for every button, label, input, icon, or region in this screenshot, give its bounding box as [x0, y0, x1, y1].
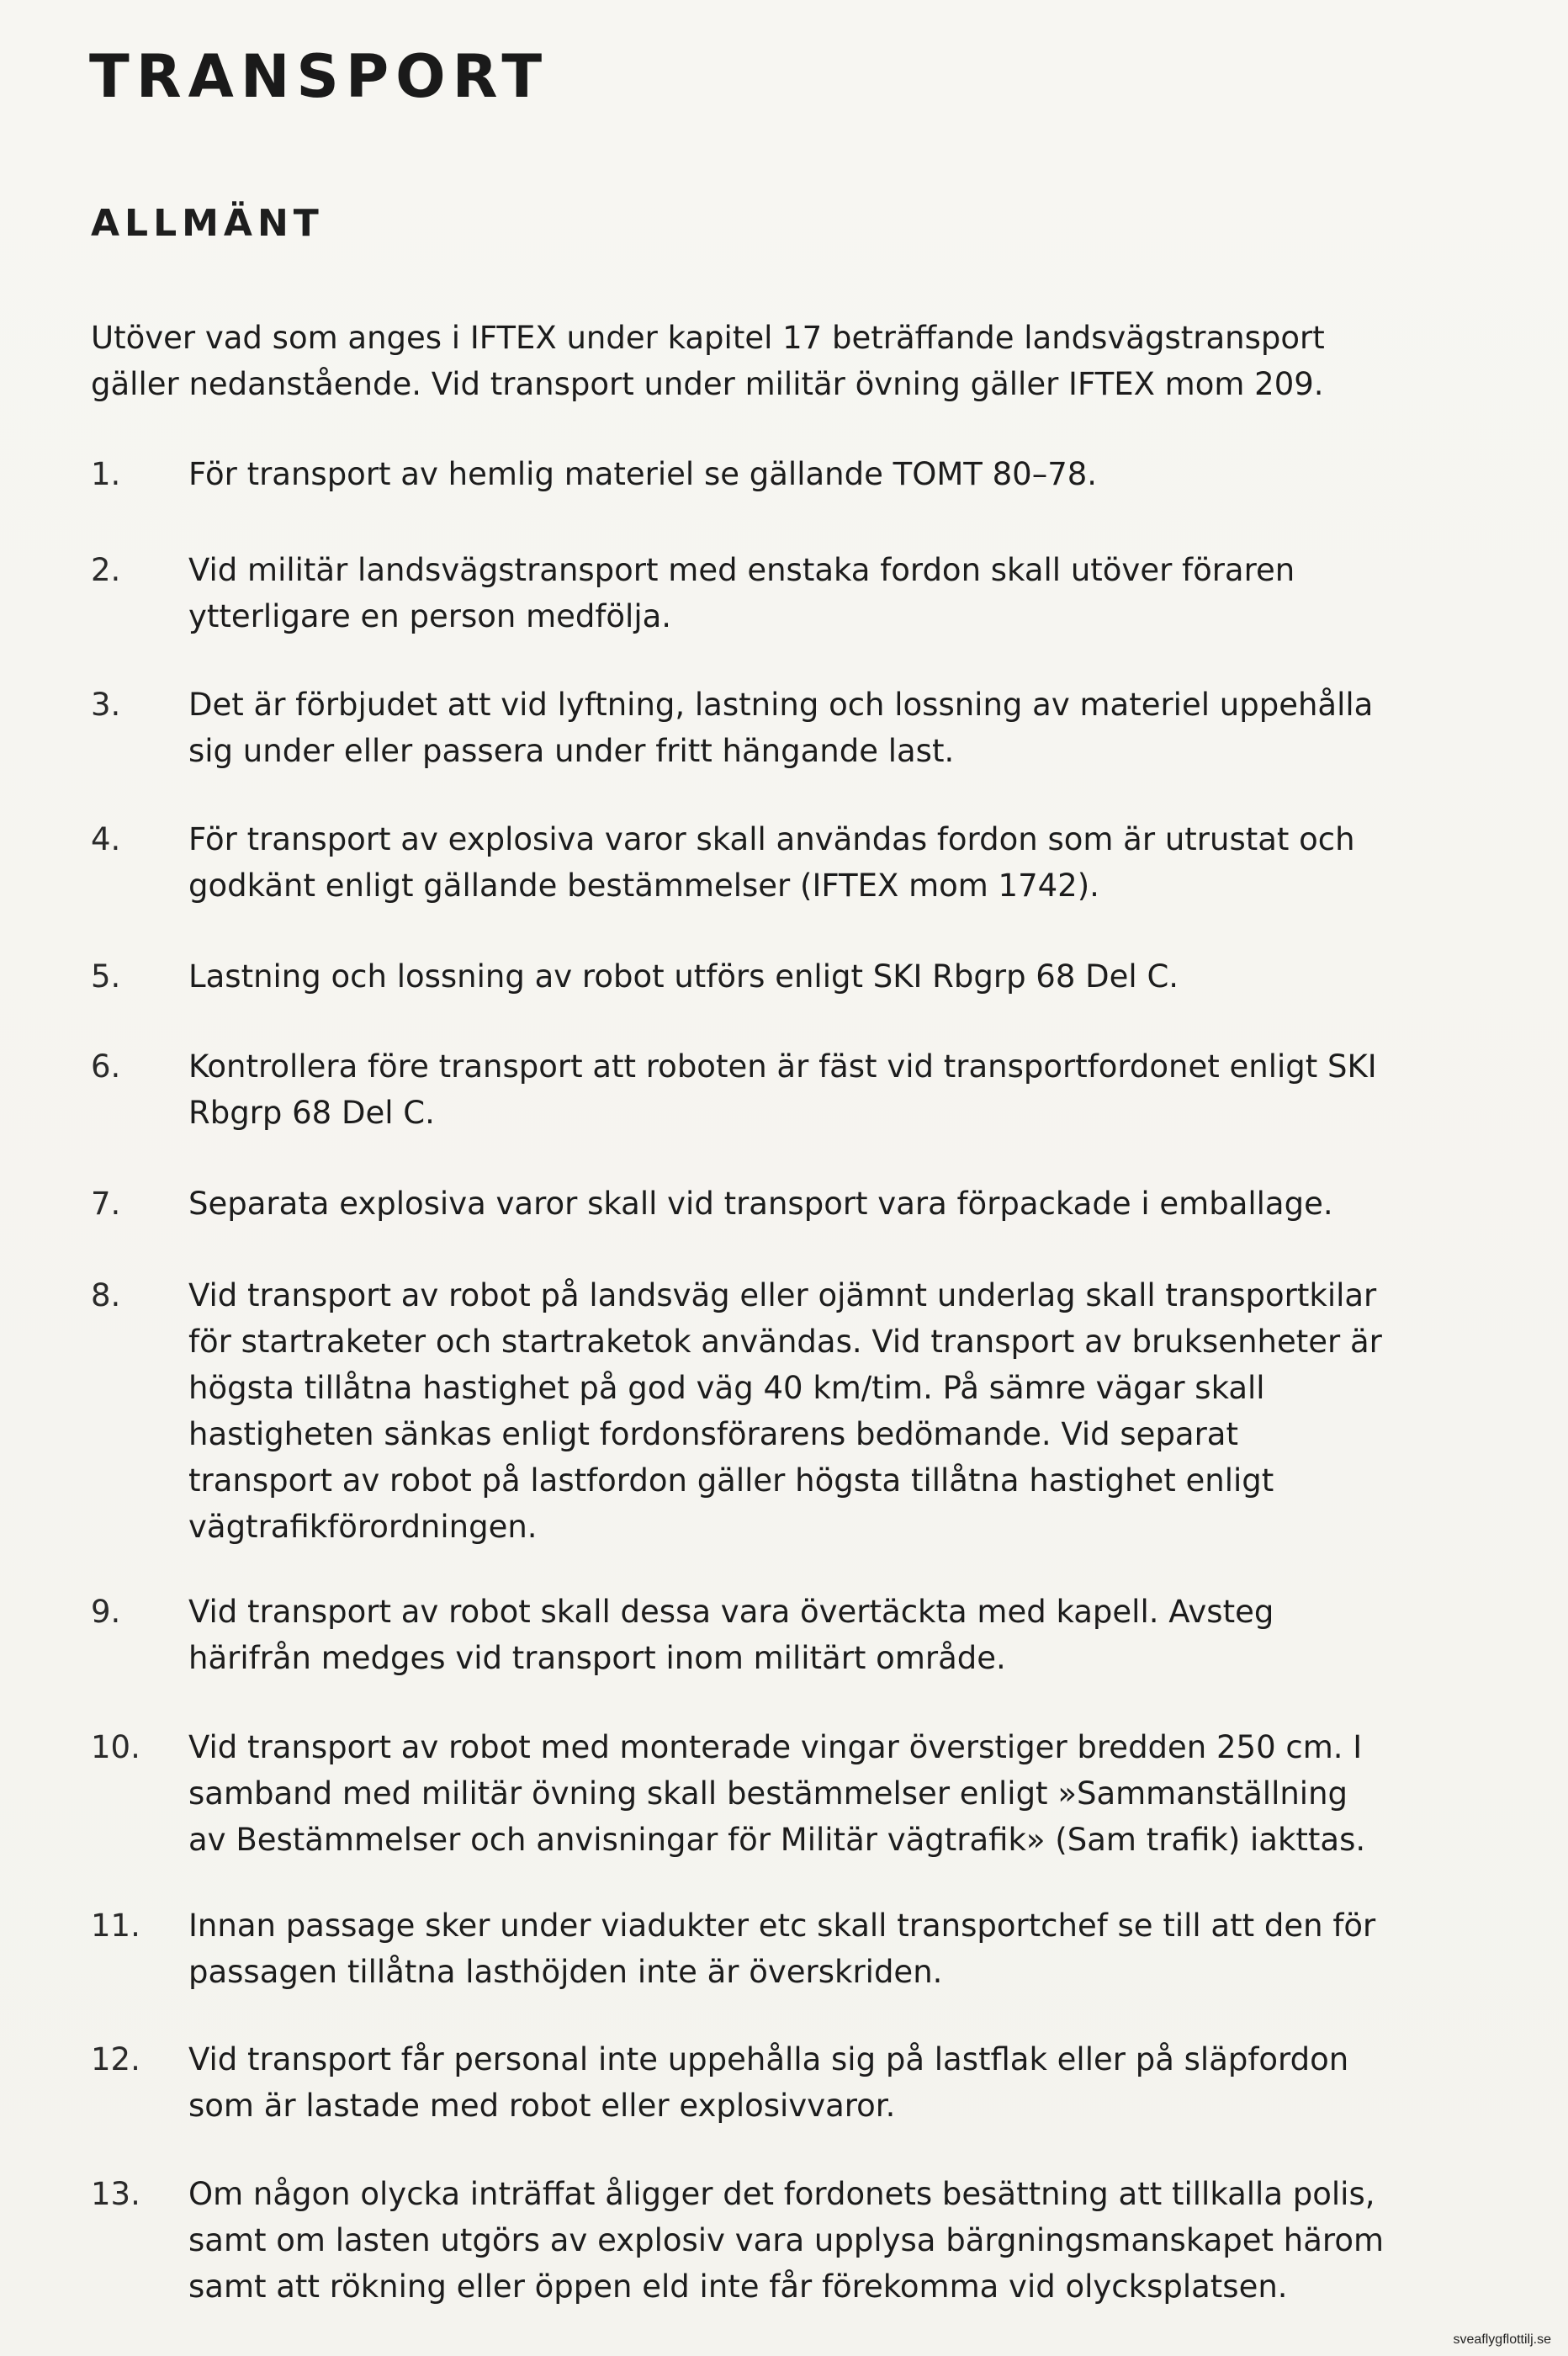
item-number: 6.	[91, 1048, 121, 1085]
item-text: Separata explosiva varor skall vid transport vara förpackade i emballage.	[188, 1186, 1333, 1222]
item-text: Vid transport av robot skall dessa vara övertäckta med kapell. Avsteg härifrån medges vid transport inom militärt område.	[188, 1594, 1274, 1676]
item-number: 12.	[91, 2041, 140, 2077]
section-heading: ALLMÄNT	[91, 202, 324, 245]
item-number: 1.	[91, 456, 121, 492]
item-text: Vid transport av robot med monterade vingar överstiger bredden 250 cm. I samband med militär övning skall bestämmelser enligt »Sammanställning av Bestämmelser och anvisningar för Militär vägtrafik» (Sam trafik) iakttas.	[188, 1729, 1366, 1858]
item-number: 13.	[91, 2176, 140, 2212]
item-number: 5.	[91, 958, 121, 995]
watermark: sveaflygflottilj.se	[1453, 2332, 1551, 2347]
item-text: Det är förbjudet att vid lyftning, lastning och lossning av materiel uppehålla sig under eller passera under fritt hängande last.	[188, 687, 1374, 769]
item-number: 4.	[91, 821, 121, 857]
item-text: Vid transport av robot på landsväg eller ojämnt underlag skall transportkilar för startraketer och startraketok användas. Vid transport av bruksenheter är högsta tillåtna hastighet på god väg 40 km/tim. På sämre vägar skall hastigheten sänkas enligt fordonsförarens bedömande. Vid separat transport av robot på lastfordon gäller högsta tillåtna hastighet enligt vägtrafikförordningen.	[188, 1277, 1382, 1545]
item-number: 3.	[91, 687, 121, 723]
item-number: 8.	[91, 1277, 121, 1313]
item-text: Vid transport får personal inte uppehålla sig på lastflak eller på släpfordon som är lastade med robot eller explosivvaror.	[188, 2041, 1349, 2124]
item-number: 9.	[91, 1594, 121, 1630]
item-text: Innan passage sker under viadukter etc skall transportchef se till att den för passagen tillåtna lasthöjden inte är överskriden.	[188, 1908, 1376, 1990]
item-number: 7.	[91, 1186, 121, 1222]
item-text: För transport av hemlig materiel se gällande TOMT 80–78.	[188, 456, 1098, 492]
item-text: Vid militär landsvägstransport med enstaka fordon skall utöver föraren ytterligare en person medfölja.	[188, 552, 1295, 634]
item-text: Om någon olycka inträffat åligger det fordonets besättning att tillkalla polis, samt om lasten utgörs av explosiv vara upplysa bärgningsmanskapet härom samt att rökning eller öppen eld inte får förekomma vid olycksplatsen.	[188, 2176, 1384, 2305]
page-title: TRANSPORT	[89, 42, 549, 111]
item-text: För transport av explosiva varor skall användas fordon som är utrustat och godkänt enligt gällande bestämmelser (IFTEX mom 1742).	[188, 821, 1355, 904]
item-text: Lastning och lossning av robot utförs enligt SKI Rbgrp 68 Del C.	[188, 958, 1179, 995]
item-number: 2.	[91, 552, 121, 588]
item-number: 11.	[91, 1908, 140, 1944]
item-text: Kontrollera före transport att roboten är fäst vid transportfordonet enligt SKI Rbgrp 68 Del C.	[188, 1048, 1377, 1131]
intro-paragraph: Utöver vad som anges i IFTEX under kapitel 17 beträffande landsvägstransport gäller nedanstående. Vid transport under militär övning gäller IFTEX mom 209.	[91, 320, 1325, 402]
item-number: 10.	[91, 1729, 140, 1765]
